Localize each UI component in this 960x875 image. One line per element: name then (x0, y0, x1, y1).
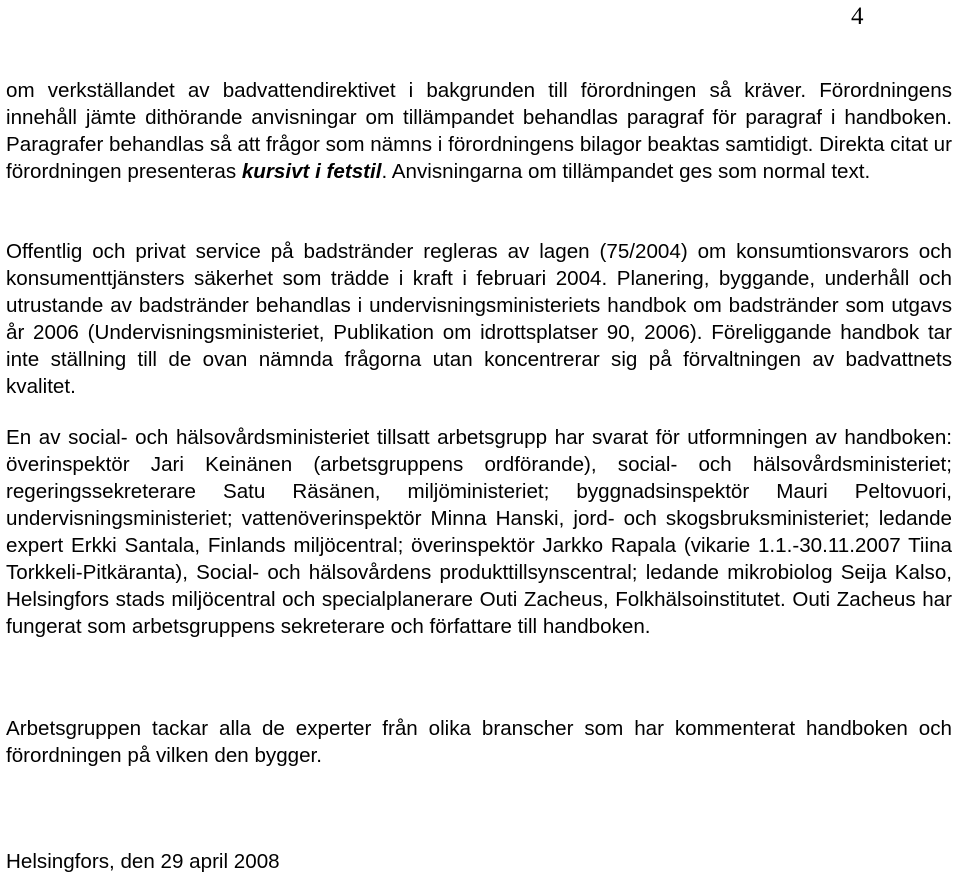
paragraph-intro (6, 77, 952, 185)
paragraph-intro-text-a: om verkställandet av badvattendirektivet i bakgrunden till förordningen så kräver. Förordningens innehåll jämte dithörande anvisningar om tillämpandet behandlas paragraf för paragraf i handboken. Paragrafer behandlas så att frågor som nämns i förordningens bilagor beaktas samtidigt. Direkta citat ur förordningen presenteras (6, 79, 952, 183)
place-and-date: Helsingfors, den 29 april 2008 (6, 850, 280, 873)
paragraph-acknowledgement: Arbetsgruppen tackar alla de experter från olika branscher som har kommenterat handboken och förordningen på vilken den bygger. (6, 717, 952, 767)
paragraph-intro-text-b: . Anvisningarna om tillämpandet ges som normal text. (381, 160, 871, 183)
page-number: 4 (851, 3, 864, 30)
paragraph-working-group: En av social- och hälsovårdsministeriet tillsatt arbetsgrupp har svarat för utformningen av handboken: överinspektör Jari Keinänen (arbetsgruppens ordförande), social- och hälsovårdsministeriet; regeringssekreterare Satu Räsänen, miljöministeriet; byggnadsinspektör Mauri Peltovuori, undervisningsministeriet; vattenöverinspektör Minna Hanski, jord- och skogsbruksministeriet; ledande expert Erkki Santala, Finlands miljöcentral; överinspektör Jarkko Rapala (vikarie 1.1.-30.11.2007 Tiina Torkkeli-Pitkäranta), Social- och hälsovårdens produkttillsynscentral; ledande mikrobiolog Seija Kalso, Helsingfors stads miljöcentral och specialplanerare Outi Zacheus, Folkhälsoinstitutet. Outi Zacheus har fungerat som arbetsgruppens sekreterare och författare till handboken. (6, 426, 952, 638)
emphasis-bold-italic: kursivt i fetstil (241, 160, 382, 183)
paragraph-service-regulation: Offentlig och privat service på badstränder regleras av lagen (75/2004) om konsumtionsvarors och konsumenttjänsters säkerhet som trädde i kraft i februari 2004. Planering, byggande, underhåll och utrustande av badstränder behandlas i undervisningsministeriets handbok om badstränder som utgavs år 2006 (Undervisningsministeriet, Publikation om idrottsplatser 90, 2006). Föreliggande handbok tar inte ställning till de ovan nämnda frågorna utan koncentrerar sig på förvaltningen av badvattnets kvalitet. (6, 240, 952, 398)
